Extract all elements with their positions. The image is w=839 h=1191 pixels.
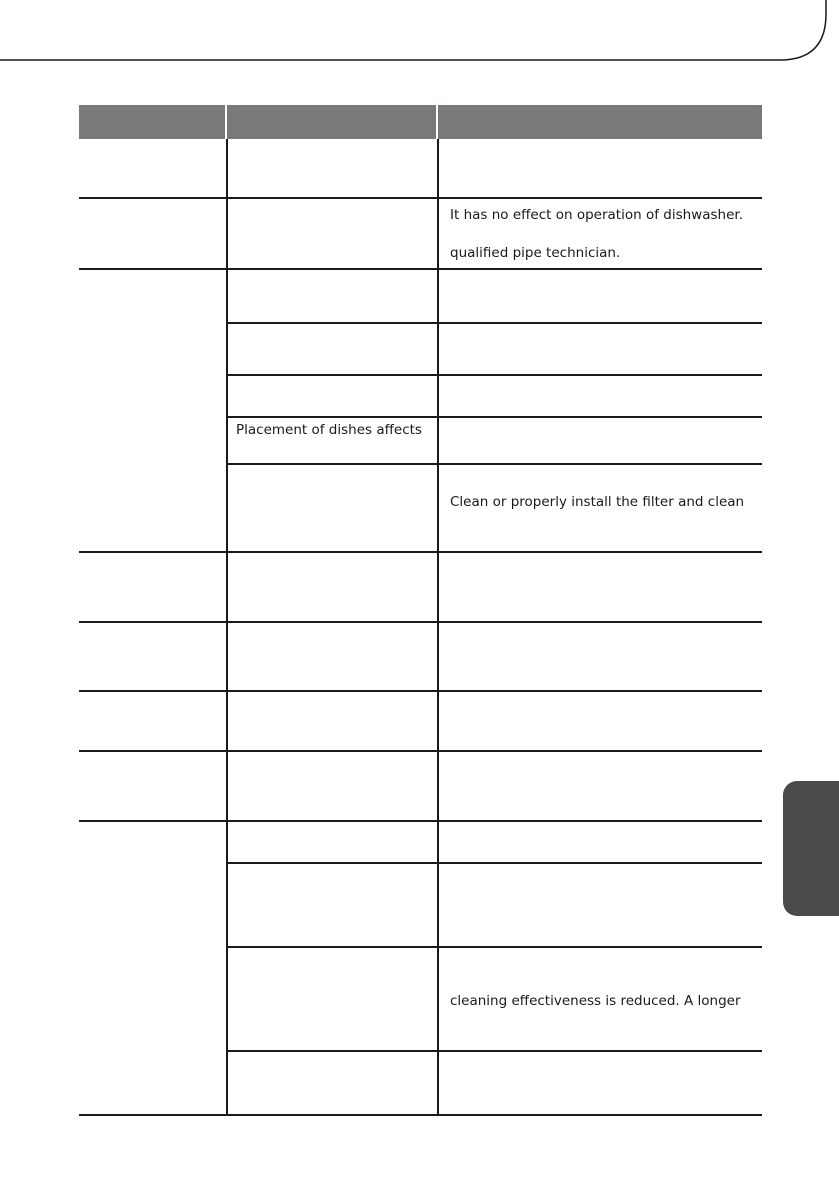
solution-text: cleaning effectiveness is reduced. A longer — [450, 993, 741, 1009]
sub-row-divider — [226, 1050, 762, 1052]
table-bottom-line — [79, 1114, 762, 1116]
column-divider-2 — [437, 139, 439, 1116]
sub-row-divider — [226, 946, 762, 948]
solution-text: qualified pipe technician. — [450, 245, 621, 261]
sub-row-divider — [226, 862, 762, 864]
header-divider — [436, 105, 438, 139]
row-divider — [79, 197, 762, 199]
sub-row-divider — [226, 322, 762, 324]
sub-row-divider — [226, 463, 762, 465]
solution-text: It has no effect on operation of dishwasher. — [450, 207, 743, 223]
section-side-tab — [783, 781, 839, 916]
row-divider — [79, 268, 762, 270]
header-divider — [225, 105, 227, 139]
cause-text: Placement of dishes affects — [236, 422, 422, 438]
table-header-row — [79, 105, 762, 139]
row-divider — [79, 551, 762, 553]
row-divider — [79, 690, 762, 692]
row-divider — [79, 820, 762, 822]
row-divider — [79, 750, 762, 752]
sub-row-divider — [226, 416, 762, 418]
column-divider-1 — [226, 139, 228, 1116]
solution-text: Clean or properly install the filter and clean — [450, 494, 745, 510]
sub-row-divider — [226, 374, 762, 376]
row-divider — [79, 621, 762, 623]
page-corner-curve — [0, 0, 839, 70]
